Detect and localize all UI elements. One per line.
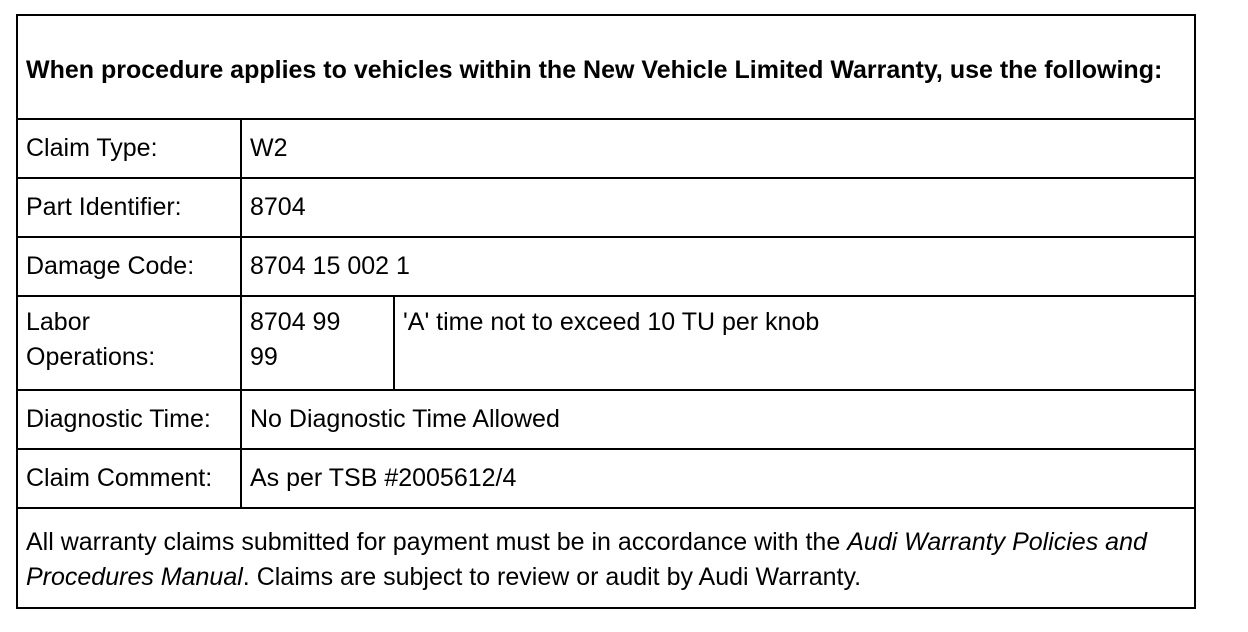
claim-comment-label: Claim Comment: bbox=[17, 449, 241, 508]
diagnostic-time-label: Diagnostic Time: bbox=[17, 390, 241, 449]
table-row-claim-type bbox=[17, 119, 1195, 178]
part-identifier-value: 8704 bbox=[241, 178, 1195, 237]
warranty-header-text: When procedure applies to vehicles within the New Vehicle Limited Warranty, use the following: bbox=[17, 15, 1195, 119]
table-row-diagnostic-time bbox=[17, 390, 1195, 449]
warranty-claim-table bbox=[16, 14, 1196, 609]
footer-text-part1: All warranty claims submitted for payment must be in accordance with the bbox=[26, 528, 848, 556]
table-row-part-identifier bbox=[17, 178, 1195, 237]
table-header-row bbox=[17, 15, 1195, 119]
manual-title: Audi Warranty Policies and Procedures Manual bbox=[26, 528, 1147, 591]
table-row-damage-code bbox=[17, 237, 1195, 296]
warranty-footer-text bbox=[17, 508, 1195, 608]
table-row-labor-operations bbox=[17, 296, 1195, 390]
labor-operations-code: 8704 99 99 bbox=[241, 296, 394, 390]
table-footer-row bbox=[17, 508, 1195, 608]
labor-operations-label: Labor Operations: bbox=[17, 296, 241, 390]
claim-comment-value: As per TSB #2005612/4 bbox=[241, 449, 1195, 508]
damage-code-value: 8704 15 002 1 bbox=[241, 237, 1195, 296]
footer-text-part2: . Claims are subject to review or audit by Audi Warranty. bbox=[242, 563, 862, 591]
claim-type-label: Claim Type: bbox=[17, 119, 241, 178]
diagnostic-time-value: No Diagnostic Time Allowed bbox=[241, 390, 1195, 449]
table-row-claim-comment bbox=[17, 449, 1195, 508]
claim-type-value: W2 bbox=[241, 119, 1195, 178]
part-identifier-label: Part Identifier: bbox=[17, 178, 241, 237]
damage-code-label: Damage Code: bbox=[17, 237, 241, 296]
labor-operations-note: 'A' time not to exceed 10 TU per knob bbox=[394, 296, 1195, 390]
